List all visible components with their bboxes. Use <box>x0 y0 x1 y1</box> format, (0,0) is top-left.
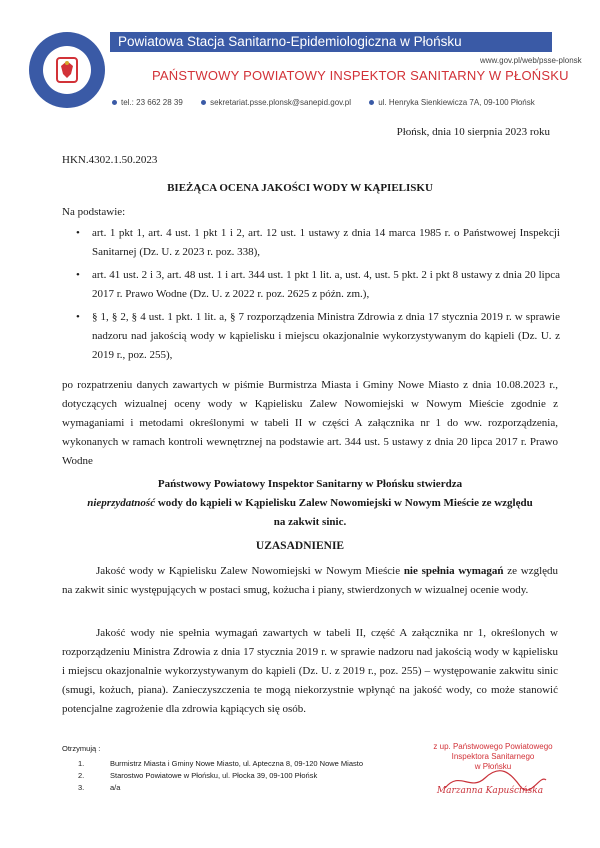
contact-line <box>112 98 551 107</box>
recipient-text: Starostwo Powiatowe w Płońsku, ul. Płocka 39, 09-100 Płońsk <box>110 771 318 780</box>
recipient-number: 2. <box>78 771 85 780</box>
inspector-title: PAŃSTWOWY POWIATOWY INSPEKTOR SANITARNY W PŁOŃSKU <box>152 68 569 83</box>
email-text[interactable]: sekretariat.psse.plonsk@sanepid.gov.pl <box>210 98 351 107</box>
list-item <box>78 758 363 770</box>
paragraph-2-bold: nie spełnia wymagań <box>403 565 504 577</box>
website-link[interactable]: www.gov.pl/web/psse-plonsk <box>480 56 582 65</box>
recipient-number: 1. <box>78 759 85 768</box>
inspection-emblem-icon <box>27 30 107 110</box>
document-title: BIEŻĄCA OCENA JAKOŚCI WODY W KĄPIELISKU <box>167 182 433 194</box>
paragraph-2-end: ze względu na zakwit sinic występujących w postaci smug, kożucha i piany, stwierdzonych w wizualnej ocenie wody. <box>62 565 559 596</box>
reference-number: HKN.4302.1.50.2023 <box>62 154 158 166</box>
letterhead <box>0 0 600 120</box>
phone-text: tel.: 23 662 28 39 <box>121 98 183 107</box>
bullet-dot-icon <box>201 100 206 105</box>
recipients-list <box>78 758 363 794</box>
list-item: • art. 1 pkt 1, art. 4 ust. 1 pkt 1 i 2, art. 12 ust. 1 ustawy z dnia 14 marca 1985 r. o Państwowej Inspekcji Sanitarnej (Dz. U. z 2023 r. poz. 338), <box>70 224 560 262</box>
paragraph-2-start: Jakość wody w Kąpielisku Zalew Nowomiejski w Nowym Mieście <box>96 565 404 577</box>
recipients-label: Otrzymują : <box>62 744 101 753</box>
decision-line-2-rest: wody do kąpieli w Kąpielisku Zalew Nowomiejski w Nowym Mieście ze względu <box>155 497 533 509</box>
list-item: • art. 41 ust. 2 i 3, art. 48 ust. 1 i art. 344 ust. 1 pkt 1 lit. a, ust. 4, ust. 5 pkt. 2 i pkt 8 ustawy z dnia 20 lipca 2017 r. Prawo Wodne (Dz. U. z 2022 r. poz. 2625 z późn. zm.), <box>70 266 560 304</box>
recipient-text: Burmistrz Miasta i Gminy Nowe Miasto, ul. Apteczna 8, 09-120 Nowe Miasto <box>110 759 364 768</box>
decision-emphasis: nieprzydatność <box>87 497 156 509</box>
decision-block <box>62 475 558 532</box>
decision-line-1: Państwowy Powiatowy Inspektor Sanitarny w Płońsku stwierdza <box>157 478 463 490</box>
decision-line-2 <box>62 494 558 513</box>
address-text: ul. Henryka Sienkiewicza 7A, 09-100 Płońsk <box>378 98 535 107</box>
legal-basis-label: Na podstawie: <box>62 206 126 218</box>
document-date: Płońsk, dnia 10 sierpnia 2023 roku <box>396 126 550 138</box>
signature-name: Marzanna Kapuścińska <box>436 786 544 796</box>
paragraph-consideration: po rozpatrzeniu danych zawartych w piśmie Burmistrza Miasta i Gminy Nowe Miasto z dnia 10.08.2023 r., dotyczących wizualnej oceny wody w Kąpielisku Zalew Nowomiejski w Nowym Mieście zgodnie z wymaganiami i metodami określonymi w tabeli II w części A załącznika nr 1 do ww. rozporządzenia, wykonanych w ramach kontroli wewnętrznej na podstawie art. 344 ust. 5 ustawy z dnia 20 lipca 2017 r. Prawo Wodne <box>62 379 558 467</box>
stamp-line-1: z up. Państwowego Powiatowego <box>433 742 553 751</box>
list-item: • § 1, § 2, § 4 ust. 1 pkt. 1 lit. a, § 7 rozporządzenia Ministra Zdrowia z dnia 17 stycznia 2019 r. w sprawie nadzoru nad jakością wody w kąpielisku i miejscu okazjonalnie wykorzystywanym do kąpieli (Dz. U. z 2019 r., poz. 255), <box>70 308 560 365</box>
list-item <box>78 782 363 794</box>
bullet-dot-icon <box>369 100 374 105</box>
bullet-dot-icon <box>112 100 117 105</box>
justification-heading: UZASADNIENIE <box>255 540 345 552</box>
paragraph-justification-2: Jakość wody nie spełnia wymagań zawartych w tabeli II, część A załącznika nr 1, określonych w rozporządzeniu Ministra Zdrowia z dnia 17 stycznia 2019 r. w sprawie nadzoru nad jakością wody w kąpielisku i miejscu okazjonalnie wykorzystywanym do kąpieli (Dz. U. z 2019 r., poz. 255) – występowanie zakwitu sinic (smugi, kożuch, piana). Zanieczyszczenia te mogą niekorzystnie wpłynąć na jakość wody, co może stanowić potencjalne zagrożenie dla zdrowia kąpiących się osób. <box>62 627 558 715</box>
station-banner: Powiatowa Stacja Sanitarno-Epidemiologiczna w Płońsku <box>110 32 552 52</box>
list-item <box>78 770 363 782</box>
decision-line-3: na zakwit sinic. <box>273 516 347 528</box>
paragraph-justification-1 <box>62 562 558 600</box>
stamp-line-3: w Płońsku <box>474 762 512 771</box>
legal-basis-list <box>70 224 560 369</box>
stamp-line-2: Inspektora Sanitarnego <box>451 752 535 761</box>
recipient-number: 3. <box>78 783 85 792</box>
recipient-text: a/a <box>110 783 121 792</box>
